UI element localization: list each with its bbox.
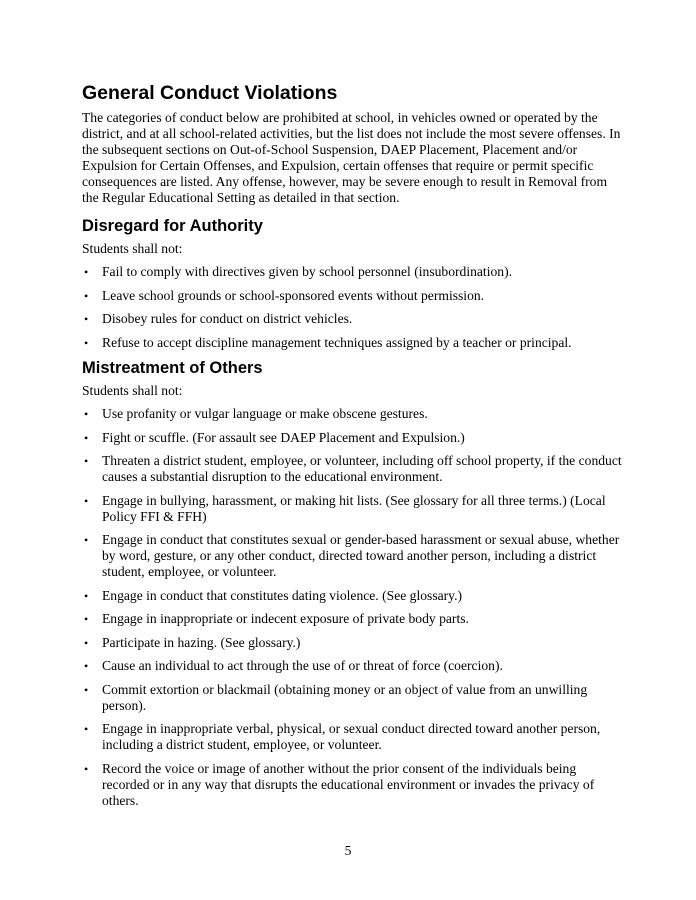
list-item-text: Commit extortion or blackmail (obtaining money or an object of value from an unwilling person). [102, 681, 588, 713]
list-item [82, 658, 622, 674]
list-item [82, 611, 622, 627]
bullet-icon: • [84, 533, 89, 547]
list-item [82, 311, 622, 327]
bullet-icon: • [84, 312, 89, 326]
intro-paragraph: The categories of conduct below are prohibited at school, in vehicles owned or operated by the district, and at all school-related activities, but the list does not include the most severe offenses. In the subsequent sections on Out-of-School Suspension, DAEP Placement, Placement and/or Expulsion for Certain Offenses, and Expulsion, certain offenses that require or permit specific consequences are listed. Any offense, however, may be severe enough to result in Removal from the Regular Educational Setting as detailed in that section. [82, 110, 621, 205]
section-lead: Students shall not: [82, 383, 183, 398]
bullet-icon: • [84, 265, 89, 279]
list-item [82, 453, 622, 485]
bullet-icon: • [84, 612, 89, 626]
section-heading: Mistreatment of Others [82, 359, 263, 377]
bullet-icon: • [84, 288, 89, 303]
list-item [82, 288, 622, 304]
section-mistreatment-of-others [82, 358, 622, 809]
bullet-icon: • [84, 659, 89, 673]
bullet-icon: • [84, 761, 89, 776]
list-item [82, 588, 622, 604]
bullet-icon: • [84, 430, 89, 445]
page-number: 5 [344, 843, 352, 858]
document-page [82, 81, 622, 816]
list-item-text: Record the voice or image of another without the prior consent of the individuals being recorded or in any way that disrupts the educational environment or invades the privacy of others. [102, 760, 595, 808]
list-item [82, 635, 622, 651]
bullet-icon: • [84, 454, 89, 468]
list-item [82, 406, 622, 422]
list-item-text: Use profanity or vulgar language or make obscene gestures. [102, 406, 428, 421]
list-item-text: Participate in hazing. (See glossary.) [102, 634, 301, 650]
bullet-icon: • [84, 635, 89, 650]
list-item [82, 532, 622, 580]
list-item [82, 493, 622, 525]
bullet-list [82, 406, 622, 809]
list-item [82, 682, 622, 714]
section-heading: Disregard for Authority [82, 217, 263, 235]
bullet-icon: • [84, 588, 89, 603]
bullet-icon: • [84, 407, 89, 421]
list-item-text: Cause an individual to act through the use of or threat of force (coercion). [102, 658, 503, 673]
bullet-list [82, 264, 622, 351]
list-item-text: Engage in inappropriate verbal, physical, or sexual conduct directed toward another person, including a district student, employee, or volunteer. [102, 721, 601, 752]
page-title: General Conduct Violations [82, 82, 338, 104]
list-item [82, 335, 622, 351]
bullet-icon: • [84, 682, 89, 697]
list-item [82, 761, 622, 809]
list-item-text: Refuse to accept discipline management techniques assigned by a teacher or principal. [102, 334, 572, 350]
list-item [82, 430, 622, 446]
list-item-text: Engage in conduct that constitutes dating violence. (See glossary.) [102, 587, 463, 603]
list-item-text: Fail to comply with directives given by school personnel (insubordination). [102, 264, 513, 279]
section-disregard-for-authority [82, 216, 622, 351]
list-item [82, 264, 622, 280]
list-item-text: Leave school grounds or school-sponsored events without permission. [102, 287, 485, 303]
list-item-text: Disobey rules for conduct on district vehicles. [102, 311, 353, 326]
list-item-text: Engage in bullying, harassment, or making hit lists. (See glossary for all three terms.) (Local Policy FFI & FFH) [102, 492, 606, 524]
bullet-icon: • [84, 722, 89, 736]
list-item [82, 721, 622, 753]
list-item-text: Engage in inappropriate or indecent exposure of private body parts. [102, 611, 469, 626]
list-item-text: Fight or scuffle. (For assault see DAEP Placement and Expulsion.) [102, 429, 465, 445]
list-item-text: Threaten a district student, employee, or volunteer, including off school property, if the conduct causes a substantial disruption to the educational environment. [102, 453, 622, 484]
section-lead: Students shall not: [82, 241, 183, 256]
list-item-text: Engage in conduct that constitutes sexual or gender-based harassment or sexual abuse, whether by word, gesture, or any other conduct, directed toward another person, including a district student, employee, or volunteer. [102, 532, 620, 579]
bullet-icon: • [84, 493, 89, 508]
bullet-icon: • [84, 335, 89, 350]
